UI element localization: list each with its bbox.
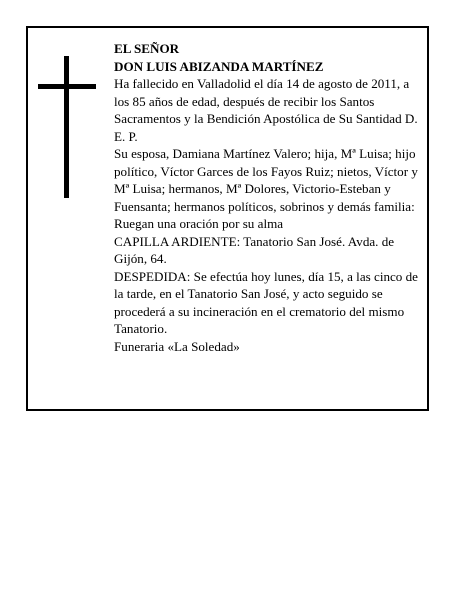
prayer-request: Ruegan una oración por su alma [114, 216, 284, 231]
death-announcement: Ha fallecido en Valladolid el día 14 de agosto de 2011, a los 85 años de edad, después de recibir los Santos Sacramentos y la Bendición Apostólica de Su Santidad D. E. P. [114, 76, 418, 144]
cross-icon [38, 56, 96, 198]
deceased-name: DON LUIS ABIZANDA MARTÍNEZ [114, 58, 324, 74]
funeral-home: Funeraria «La Soledad» [114, 338, 240, 354]
cross-vertical-bar [64, 56, 69, 198]
obituary-notice [26, 26, 429, 411]
farewell-info: DESPEDIDA: Se efectúa hoy lunes, día 15, a las cinco de la tarde, en el Tanatorio San José, y acto seguido se procederá a su incineración en el crematorio del mismo Tanatorio. [114, 268, 418, 336]
cross-horizontal-bar [38, 84, 96, 89]
deceased-title: EL SEÑOR [114, 41, 180, 56]
notice-text [114, 40, 420, 355]
chapel-info: CAPILLA ARDIENTE: Tanatorio San José. Avda. de Gijón, 64. [114, 233, 395, 266]
family-members: Su esposa, Damiana Martínez Valero; hija, Mª Luisa; hijo político, Víctor Garces de los Fayos Ruiz; nietos, Víctor y Mª Luisa; hermanos, Mª Dolores, Victorio-Esteban y Fuensanta; hermanos políticos, sobrinos y demás familia: [114, 146, 418, 214]
